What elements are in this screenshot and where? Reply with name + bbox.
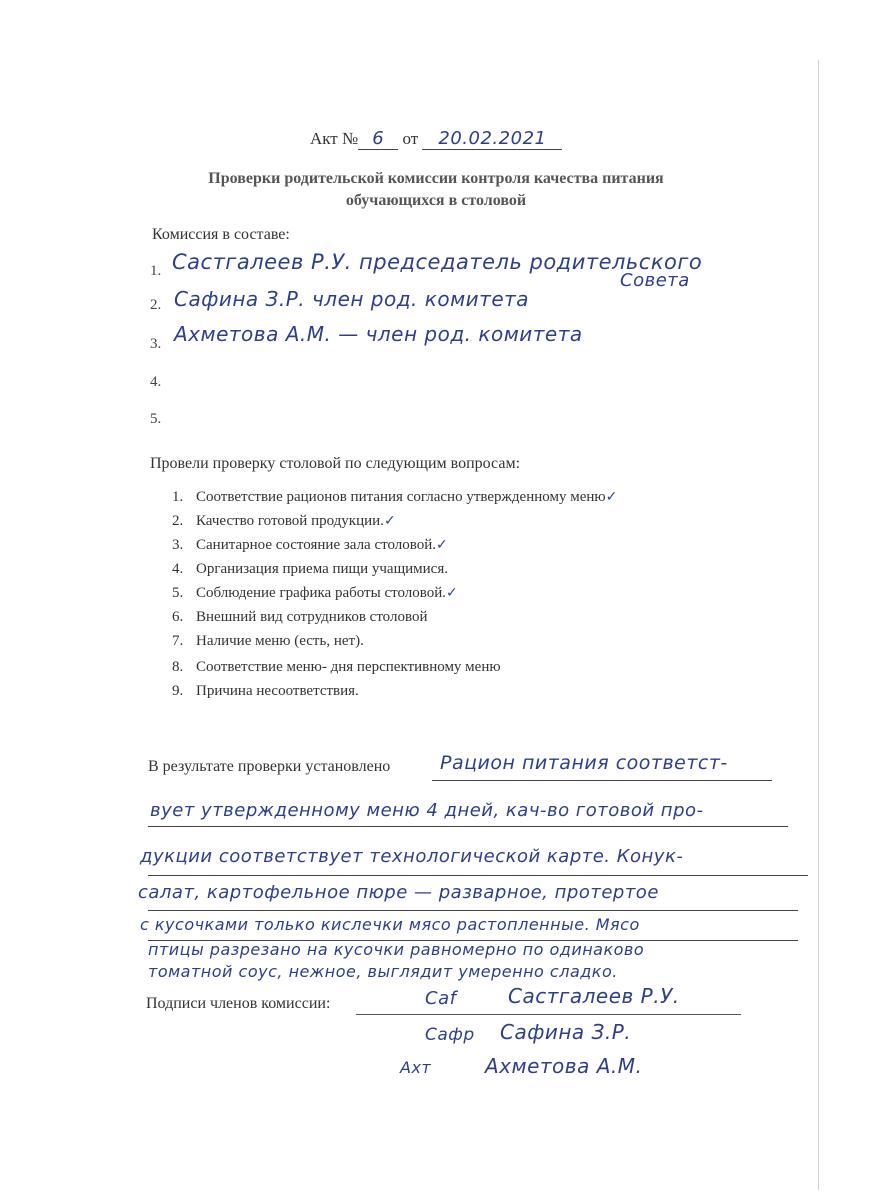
result-line-4: салат, картофельное пюре — разварное, протертое (138, 882, 659, 903)
act-from: от (402, 129, 419, 148)
question-num: 9. (172, 683, 184, 699)
result-underline (148, 875, 808, 876)
heading-line-2: обучающихся в столовой (345, 192, 527, 209)
result-line-7: томатной соус, нежное, выглядит умеренно сладко. (148, 962, 618, 981)
signature-initials-1: Саf (425, 988, 457, 1009)
act-number-blank (358, 128, 398, 150)
heading-line-1: Проверки родительской комиссии контроля качества питания (208, 170, 664, 187)
question-num: 3. (172, 537, 184, 553)
result-underline (148, 826, 788, 827)
question-num: 5. (172, 585, 184, 601)
result-line-6: птицы разрезано на кусочки равномерно по одинаково (148, 940, 645, 959)
signature-name-2: Сафина З.Р. (500, 1020, 632, 1044)
member-3-num: 3. (150, 336, 162, 352)
question-item (172, 609, 427, 626)
question-text: Соблюдение графика работы столовой. (196, 585, 447, 601)
result-label: В результате проверки установлено (148, 758, 391, 775)
signature-name-3: Ахметова А.М. (485, 1054, 643, 1078)
signature-underline (356, 1014, 741, 1015)
member-5-num: 5. (150, 411, 162, 427)
check-mark-icon: ✓ (383, 513, 396, 529)
question-num: 2. (172, 513, 184, 529)
questions-label: Провели проверку столовой по следующим вопросам: (150, 455, 521, 472)
question-item (172, 683, 359, 700)
check-mark-icon: ✓ (436, 537, 448, 553)
question-text: Причина несоответствия. (196, 683, 359, 699)
member-1-text: Састгалеев Р.У. председатель родительского (172, 250, 703, 274)
member-2-num: 2. (150, 297, 162, 313)
question-item (172, 585, 458, 602)
act-prefix: Акт № (310, 129, 359, 148)
result-underline (432, 780, 772, 781)
question-text: Качество готовой продукции. (196, 513, 384, 529)
member-2-text: Сафина З.Р. член род. комитета (174, 287, 530, 311)
question-num: 6. (172, 609, 184, 625)
question-num: 4. (172, 561, 184, 577)
scan-edge-line (818, 60, 819, 1190)
question-item (172, 561, 448, 578)
check-mark-icon: ✓ (605, 489, 618, 505)
act-date-blank (422, 128, 562, 150)
question-num: 1. (172, 489, 184, 505)
question-text: Организация приема пищи учащимися. (196, 561, 448, 577)
question-item (172, 633, 364, 650)
result-line-2: вует утвержденному меню 4 дней, кач-во готовой про- (150, 800, 704, 821)
result-line-5: с кусочками только кислечки мясо растопленные. Мясо (140, 915, 640, 934)
question-text: Внешний вид сотрудников столовой (196, 609, 428, 625)
result-underline (148, 910, 798, 911)
member-1-extra: Совета (620, 270, 690, 291)
signature-initials-3: Ахт (400, 1058, 432, 1077)
signature-name-1: Састгалеев Р.У. (508, 984, 680, 1008)
commission-label: Комиссия в составе: (152, 226, 290, 243)
act-date: 20.02.2021 (438, 128, 547, 149)
question-item (172, 659, 501, 676)
member-4-num: 4. (150, 374, 162, 390)
member-1-num: 1. (150, 263, 162, 279)
result-line-1: Рацион питания соответст- (440, 752, 728, 774)
member-3-text: Ахметова А.М. — член род. комитета (174, 322, 583, 346)
question-text: Соответствие меню- дня перспективному меню (196, 659, 501, 675)
question-num: 8. (172, 659, 184, 675)
question-num: 7. (172, 633, 184, 649)
question-item (172, 489, 617, 506)
act-number: 6 (372, 128, 385, 149)
signature-initials-2: Сафр (425, 1025, 475, 1045)
question-text: Соответствие рационов питания согласно утвержденному меню (196, 489, 606, 505)
signatures-label: Подписи членов комиссии: (146, 995, 331, 1012)
question-text: Наличие меню (есть, нет). (196, 633, 364, 649)
question-text: Санитарное состояние зала столовой. (196, 537, 437, 553)
question-item (172, 513, 396, 530)
act-title (310, 128, 562, 150)
check-mark-icon: ✓ (446, 585, 458, 601)
question-item (172, 537, 448, 554)
result-line-3: дукции соответствует технологической карте. Конук- (140, 846, 684, 867)
